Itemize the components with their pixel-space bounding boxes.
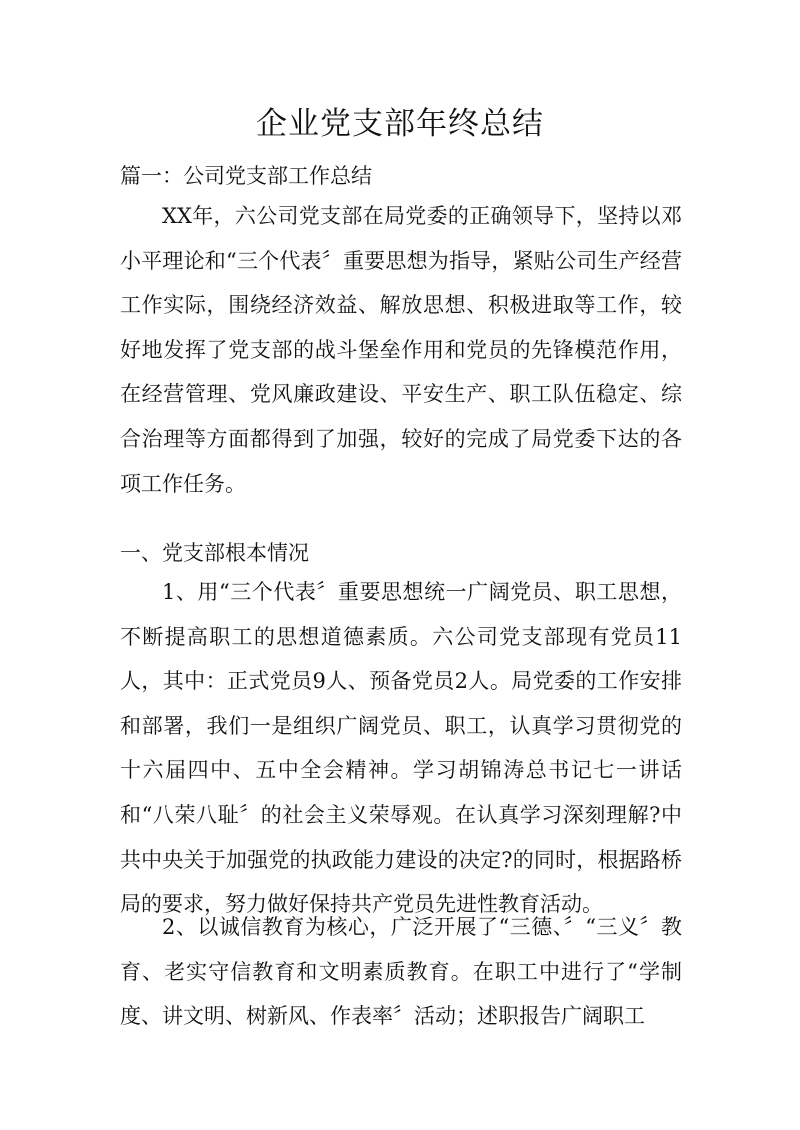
section-heading-basic-situation: 一、党支部根本情况 — [120, 541, 309, 565]
body-paragraph-2: 2、以诚信教育为核心，广泛开展了“三德、〞“三义〞教育、老实守信教育和文明素质教育。在职工中进行了“学制度、讲文明、树新风、作表率〞活动；述职报告广阔职工 — [120, 915, 682, 1029]
document-title: 企业党支部年终总结 — [256, 106, 544, 142]
intro-paragraph: XX年，六公司党支部在局党委的正确领导下，坚持以邓小平理论和“三个代表〞重要思想为指导，紧贴公司生产经营工作实际，围绕经济效益、解放思想、积极进取等工作，较好地发挥了党支部的战斗堡垒作用和党员的先锋模范作用，在经营管理、党风廉政建设、平安生产、职工队伍稳定、综合治理等方面都得到了加强，较好的完成了局党委下达的各项工作任务。 — [120, 204, 682, 496]
body-paragraph-1: 1、用“三个代表〞重要思想统一广阔党员、职工思想，不断提高职工的思想道德素质。六公司党支部现有党员11人，其中：正式党员9人、预备党员2人。局党委的工作安排和部署，我们一是组织广阔党员、职工，认真学习贯彻党的十六届四中、五中全会精神。学习胡锦涛总书记七一讲话和“八荣八耻〞的社会主义荣辱观。在认真学习深刻理解?中共中央关于加强党的执政能力建设的决定?的同时，根据路桥局的要求，努力做好保持共产党员先进性教育活动。 — [120, 580, 682, 917]
document-subtitle: 篇一：公司党支部工作总结 — [120, 164, 372, 188]
